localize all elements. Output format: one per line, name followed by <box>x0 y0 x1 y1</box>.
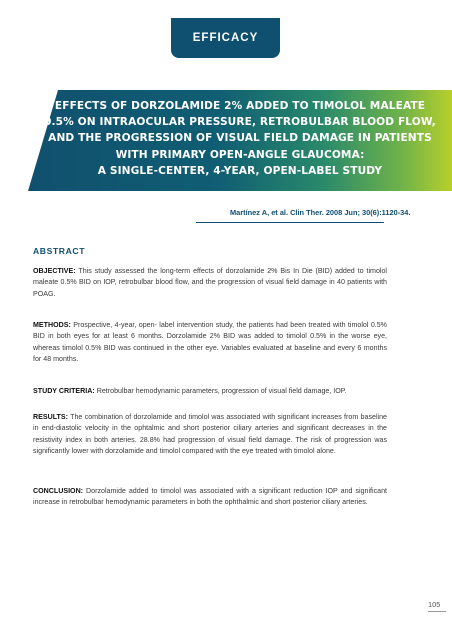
citation: Martínez A, et al. Clin Ther. 2008 Jun; 30(6):1120-34. <box>230 208 411 217</box>
conclusion-text: Dorzolamide added to timolol was associated with a significant reduction IOP and significant increase in retrobulbar hemodynamic parameters in both the ophthalmic and short posterior ciliary arteries. <box>33 487 387 507</box>
methods-label: METHODS: <box>33 321 71 329</box>
objective-paragraph <box>33 266 387 300</box>
criteria-text: Retrobulbar hemodynamic parameters, progression of visual field damage, IOP. <box>94 387 347 395</box>
conclusion-paragraph <box>33 486 387 509</box>
conclusion-label: CONCLUSION: <box>33 487 84 495</box>
citation-divider <box>196 222 384 223</box>
abstract-heading: ABSTRACT <box>33 246 86 256</box>
criteria-paragraph <box>33 386 387 397</box>
section-tab <box>171 18 280 58</box>
page-number-rule <box>428 611 446 612</box>
section-tab-label: EFFICACY <box>192 32 259 44</box>
methods-paragraph <box>33 320 387 366</box>
article-title-line: AND THE PROGRESSION OF VISUAL FIELD DAMAGE IN PATIENTS <box>48 132 432 145</box>
methods-text: Prospective, 4-year, open- label intervention study, the patients had been treated with timolol 0.5% BID in both eyes for at least 6 months. Dorzolamide 2% BID was added to timolol 0.5% in the worse eye, whereas timolol 0.5% BID was continued in the other eye. Variables evaluated at baseline and every 6 months for 48 months. <box>33 321 387 364</box>
article-title-line: EFFECTS OF DORZOLAMIDE 2% ADDED TO TIMOLOL MALEATE <box>54 100 426 112</box>
objective-text: This study assessed the long-term effects of dorzolamide 2% Bis In Die (BID) added to timolol maleate 0.5% BID on IOP, retrobulbar blood flow, and the progression of visual field damage in 40 patients with POAG. <box>33 267 387 298</box>
results-paragraph <box>33 412 387 458</box>
article-title <box>30 98 450 179</box>
article-title-line: WITH PRIMARY OPEN-ANGLE GLAUCOMA: <box>115 148 365 161</box>
criteria-label: STUDY CRITERIA: <box>33 387 95 395</box>
article-title-line: A SINGLE-CENTER, 4-YEAR, OPEN-LABEL STUDY <box>97 164 383 177</box>
page-number: 105 <box>428 600 441 609</box>
objective-label: OBJECTIVE: <box>33 267 76 275</box>
article-title-line: 0.5% ON INTRAOCULAR PRESSURE, RETROBULBAR BLOOD FLOW, <box>44 116 436 129</box>
results-text: The combination of dorzolamide and timolol was associated with significant increases from baseline in end-diastolic velocity in the ophtalmic and short posterior ciliary arteries and significant decreases in the resistivity index in both arteries. 28.8% had progression of visual field damage. The risk of progression was significantly lower with dorzolamide and timolol compared with the eye treated with timolol alone. <box>33 413 387 456</box>
results-label: RESULTS: <box>33 413 68 421</box>
